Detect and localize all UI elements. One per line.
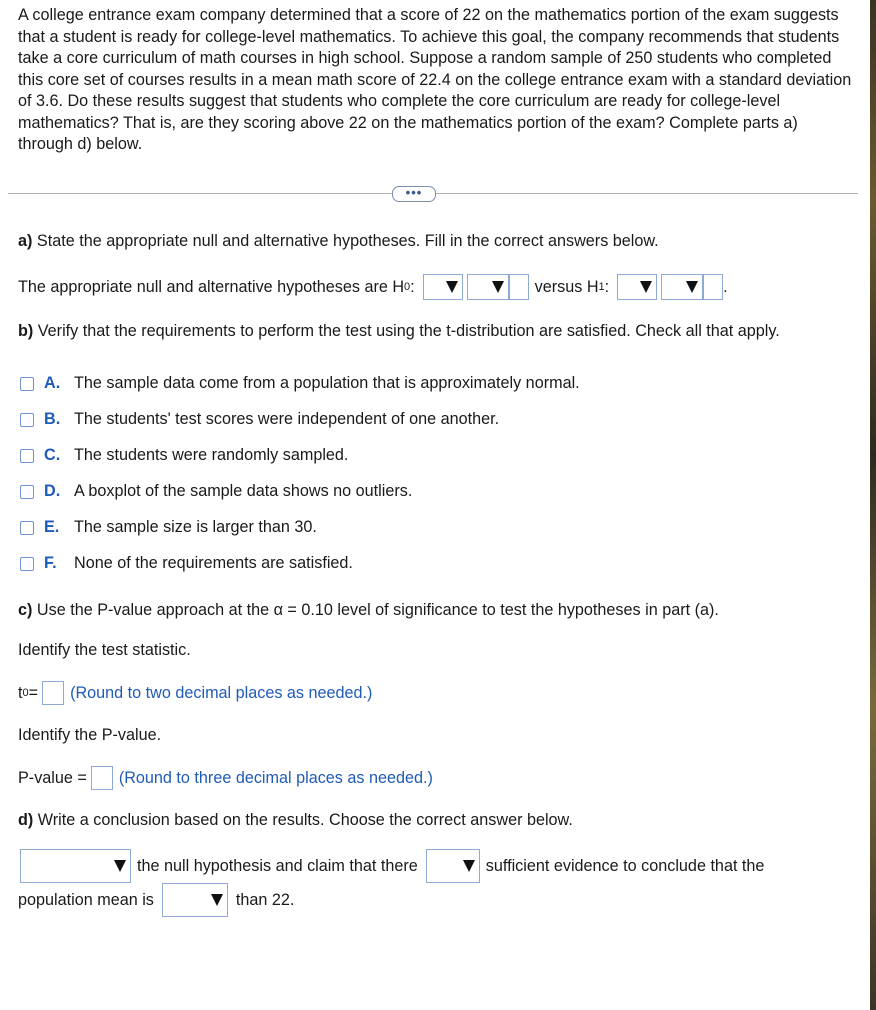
option-b[interactable]: B. The students' test scores were independent of one another. — [20, 410, 499, 429]
option-a[interactable]: A. The sample data come from a population that is approximately normal. — [20, 374, 580, 393]
option-f[interactable]: F. None of the requirements are satisfied. — [20, 554, 353, 573]
t0-input[interactable] — [42, 681, 64, 705]
chevron-down-icon — [463, 860, 475, 872]
option-e[interactable]: E. The sample size is larger than 30. — [20, 518, 317, 537]
conclusion-line-2: population mean is than 22. — [18, 883, 294, 917]
checkbox[interactable] — [20, 449, 34, 463]
part-b-instruction-line: b) Verify that the requirements to perform the test using the t-distribution are satisfied. Check all that apply. — [18, 322, 780, 340]
checkbox[interactable] — [20, 521, 34, 535]
chevron-down-icon — [686, 281, 698, 293]
checkbox[interactable] — [20, 413, 34, 427]
option-c[interactable]: C. The students were randomly sampled. — [20, 446, 348, 465]
identify-p-value: Identify the P-value. — [18, 726, 162, 744]
part-a-instruction-line: a) State the appropriate null and alternative hypotheses. Fill in the correct answers below. — [18, 232, 659, 250]
p-value-input[interactable] — [91, 766, 113, 790]
h0-value-input[interactable] — [509, 274, 529, 300]
hypotheses-line: The appropriate null and alternative hypotheses are H 0 : versus H 1 : . — [18, 274, 728, 300]
h1-parameter-dropdown[interactable] — [617, 274, 657, 300]
checkbox[interactable] — [20, 557, 34, 571]
expand-button[interactable]: ••• — [392, 186, 436, 202]
h0-relation-dropdown[interactable] — [467, 274, 509, 300]
option-d[interactable]: D. A boxplot of the sample data shows no outliers. — [20, 482, 412, 501]
h1-relation-dropdown[interactable] — [661, 274, 703, 300]
reject-decision-dropdown[interactable] — [20, 849, 131, 883]
part-c-instruction-line: c) Use the P-value approach at the α = 0.10 level of significance to test the hypotheses in part (a). — [18, 601, 719, 619]
checkbox[interactable] — [20, 485, 34, 499]
t0-line: t 0 = (Round to two decimal places as needed.) — [18, 681, 372, 705]
chevron-down-icon — [446, 281, 458, 293]
identify-test-statistic: Identify the test statistic. — [18, 641, 191, 659]
chevron-down-icon — [114, 860, 126, 872]
conclusion-line-1: the null hypothesis and claim that there sufficient evidence to conclude that the — [20, 849, 764, 883]
part-d-instruction-line: d) Write a conclusion based on the results. Choose the correct answer below. — [18, 811, 573, 829]
question-text: A college entrance exam company determined that a score of 22 on the mathematics portion of the exam suggests that a student is ready for college-level mathematics. To achieve this goal, the company recommends that students take a core curriculum of math courses in high school. Suppose a random sample of 250 students who completed this core set of courses results in a mean math score of 22.4 on the college entrance exam with a standard deviation of 3.6. Do these results suggest that students who complete the core curriculum are ready for college-level mathematics? That is, are they scoring above 22 on the mathematics portion of the exam? Complete parts a) through d) below. — [18, 6, 852, 153]
right-edge-border — [870, 0, 876, 1010]
evidence-dropdown[interactable] — [426, 849, 480, 883]
checkbox[interactable] — [20, 377, 34, 391]
comparison-dropdown[interactable] — [162, 883, 228, 917]
h0-parameter-dropdown[interactable] — [423, 274, 463, 300]
chevron-down-icon — [640, 281, 652, 293]
chevron-down-icon — [492, 281, 504, 293]
chevron-down-icon — [211, 894, 223, 906]
h1-value-input[interactable] — [703, 274, 723, 300]
p-value-line: P-value = (Round to three decimal places as needed.) — [18, 766, 433, 790]
